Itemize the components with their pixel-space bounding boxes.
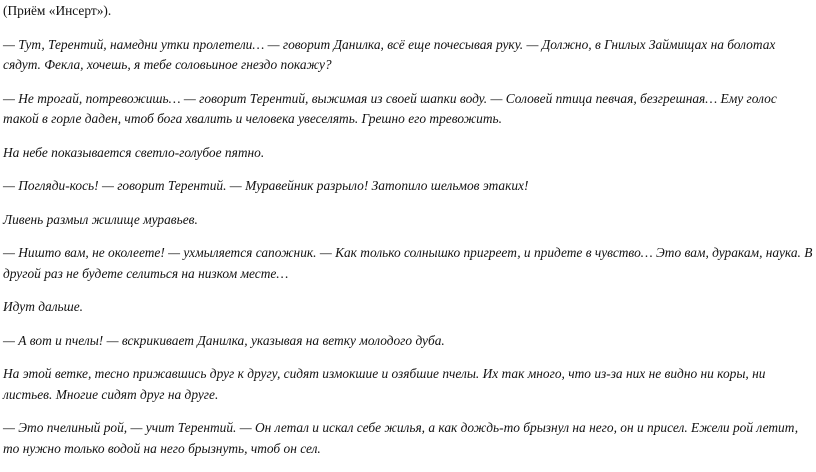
paragraph-7: Идут дальше. [3, 299, 84, 314]
section-header: (Приём «Инсерт»). [3, 3, 112, 18]
document-body [3, 0, 815, 472]
paragraph-6: — Ништо вам, не околеете! — ухмыляется сапожник. — Как только солнышко пригреет, и придете в чувство… Это вам, дуракам, наука. В другой раз не будете селиться на низком месте… [3, 245, 813, 281]
paragraph-1: — Тут, Терентий, намедни утки пролетели… — говорит Данилка, всё еще почесывая руку. — Должно, в Гнилых Займищах на болотах сядут. Фекла, хочешь, я тебе соловьиное гнездо покажу? [3, 36, 776, 72]
paragraph-3: На небе показывается светло-голубое пятно. [3, 144, 265, 160]
paragraph-4: — Погляди-кось! — говорит Терентий. — Муравейник разрыло! Затопило шельмов этаких! [3, 178, 529, 193]
paragraph-9: На этой ветке, тесно прижавшись друг к другу, сидят измокшие и озябшие пчелы. Их так много, что из-за них не видно ни коры, ни листьев. Многие сидят друг на друге. [3, 366, 766, 402]
paragraph-5: Ливень размыл жилище муравьев. [3, 211, 198, 227]
paragraph-10: — Это пчелиный рой, — учит Терентий. — Он летал и искал себе жилья, а как дождь-то брызнул на него, он и присел. Ежели рой летит, то нужно только водой на него брызнуть, чтоб он сел. [3, 420, 799, 456]
paragraph-8: — А вот и пчелы! — вскрикивает Данилка, указывая на ветку молодого дуба. [3, 332, 445, 348]
paragraph-2: — Не трогай, потревожишь… — говорит Терентий, выжимая из своей шапки воду. — Соловей птица певчая, безгрешная… Ему голос такой в горле даден, чтоб бога хвалить и человека увеселять. Грешно его тревожить. [3, 90, 777, 126]
